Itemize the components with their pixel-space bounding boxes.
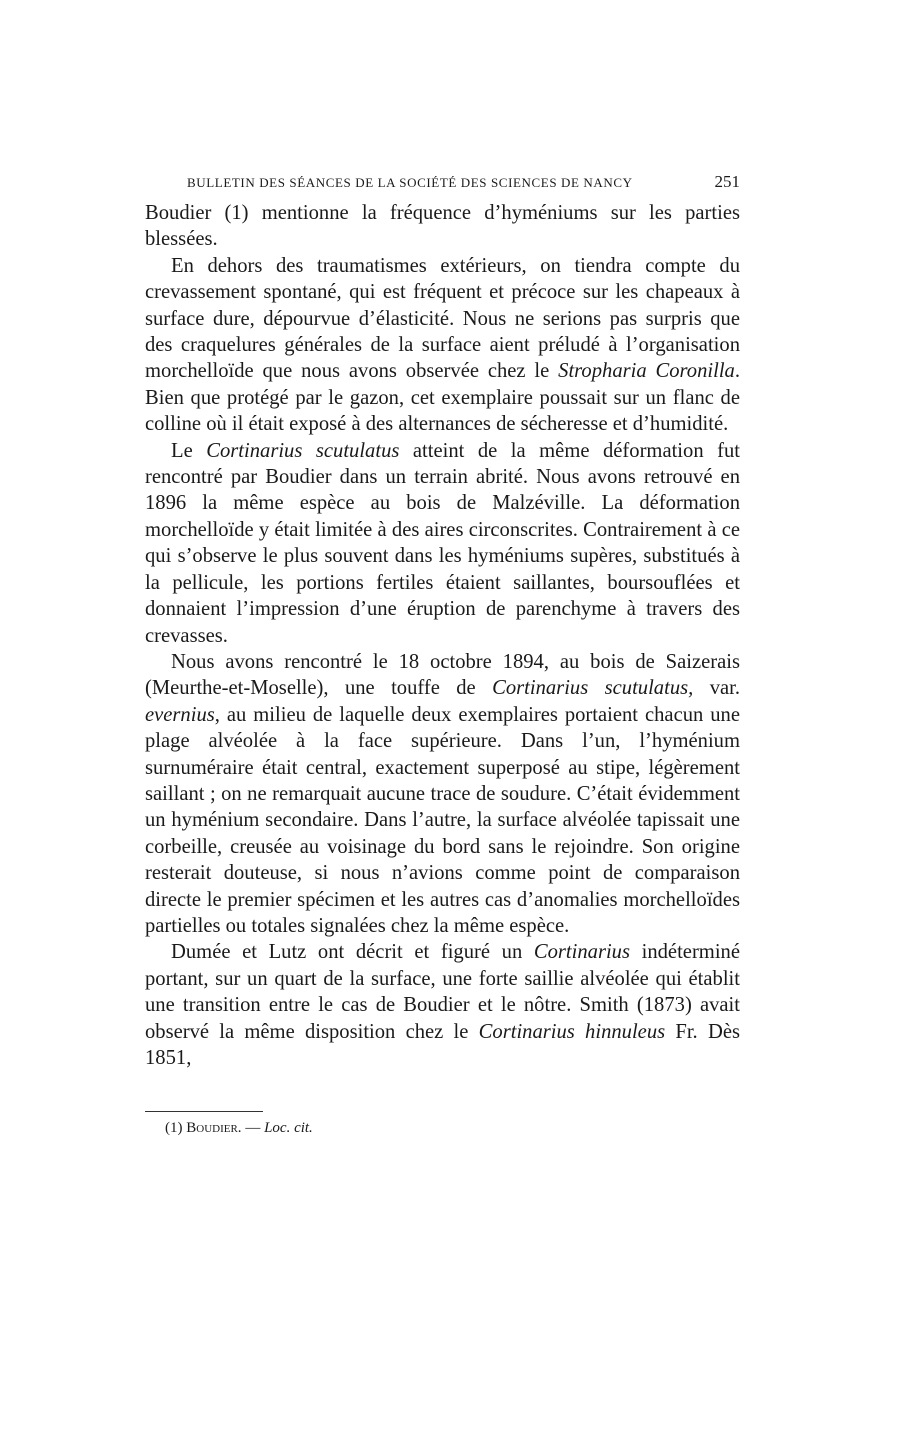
text-segment: Boudier (1) mentionne la fréquence d’hyméniums sur les parties blessées. <box>145 202 740 251</box>
footnote <box>145 1118 740 1138</box>
paragraph <box>145 200 740 253</box>
body-text <box>145 200 740 1071</box>
paragraph <box>145 649 740 939</box>
italic-text: Stropharia Coronilla <box>558 360 735 383</box>
text-segment: indéterminé portant, sur un quart de la surface, une forte saillie alvéolée qui établit une transition entre le cas de Boudier et le nôtre. Smith (1873) avait observé la même disposition chez le <box>145 941 740 1043</box>
text-segment: Fr. Dès 1851, <box>145 1020 740 1069</box>
page-number: 251 <box>714 172 740 191</box>
paragraph <box>145 438 740 649</box>
text-segment: , au milieu de laquelle deux exemplaires portaient chacun une plage alvéolée à la face supérieure. Dans l’un, l’hyménium surnuméraire était central, exactement superposé au stipe, légèrement saillant ; on ne remarquait aucune trace de soudure. C’était évidemment un hyménium secondaire. Dans l’autre, la surface alvéolée tapissait une corbeille, creusée au voisinage du bord sans le rejoindre. Son origine resterait douteuse, si nous n’avions comme point de comparaison directe le premier spécimen et les autres cas d’anomalies morchelloïdes partielles ou totales signalées chez la même espèce. <box>145 703 740 937</box>
text-segment: atteint de la même déformation fut rencontré par Boudier dans un terrain abrité. Nous avons retrouvé en 1896 la même espèce au bois de Malzéville. La déformation morchelloïde y était limitée à des aires circonscrites. Contrairement à ce qui s’observe le plus souvent dans les hyméniums supères, substitués à la pellicule, les portions fertiles étaient saillantes, boursouflées et donnaient l’impression d’une éruption de parenchyme à travers des crevasses. <box>145 439 740 647</box>
italic-text: Cortinarius hinnuleus <box>478 1020 666 1043</box>
italic-text: Cortinarius <box>533 941 630 964</box>
paragraph <box>145 939 740 1071</box>
text-segment: var. <box>693 677 740 700</box>
paragraph <box>145 253 740 438</box>
footnote-rule <box>145 1111 263 1112</box>
text-segment: Le <box>171 439 207 462</box>
italic-text: Cortinarius scutulatus <box>206 439 400 462</box>
italic-text: evernius <box>145 703 215 726</box>
italic-text: Cortinarius scutulatus, <box>492 677 694 700</box>
footnote-marker: (1) <box>165 1120 187 1137</box>
footnote-author: Boudier. <box>186 1120 242 1137</box>
running-header <box>145 172 740 192</box>
text-segment: Dumée et Lutz ont décrit et figuré un <box>171 941 534 964</box>
text-segment: Nous avons rencontré le 18 octobre 1894, au bois de Saizerais (Meurthe-et-Moselle), une touffe de <box>145 650 740 700</box>
text-segment: En dehors des traumatismes extérieurs, on tiendra compte du crevassement spontané, qui est fréquent et précoce sur les chapeaux à surface dure, dépourvue d’élasticité. Nous ne serions pas surpris que des craquelures générales de la surface aient préludé à l’organisation morchelloïde que nous avons observée chez le <box>145 254 740 383</box>
footnote-dash: — <box>241 1120 265 1137</box>
footnote-reference: Loc. cit. <box>264 1120 313 1137</box>
document-page <box>145 172 740 1138</box>
text-segment: . Bien que protégé par le gazon, cet exemplaire poussait sur un flanc de colline où il était exposé à des alternances de sécheresse et d’humidité. <box>145 360 741 436</box>
running-title: BULLETIN DES SÉANCES DE LA SOCIÉTÉ DES SCIENCES DE NANCY <box>187 175 633 190</box>
